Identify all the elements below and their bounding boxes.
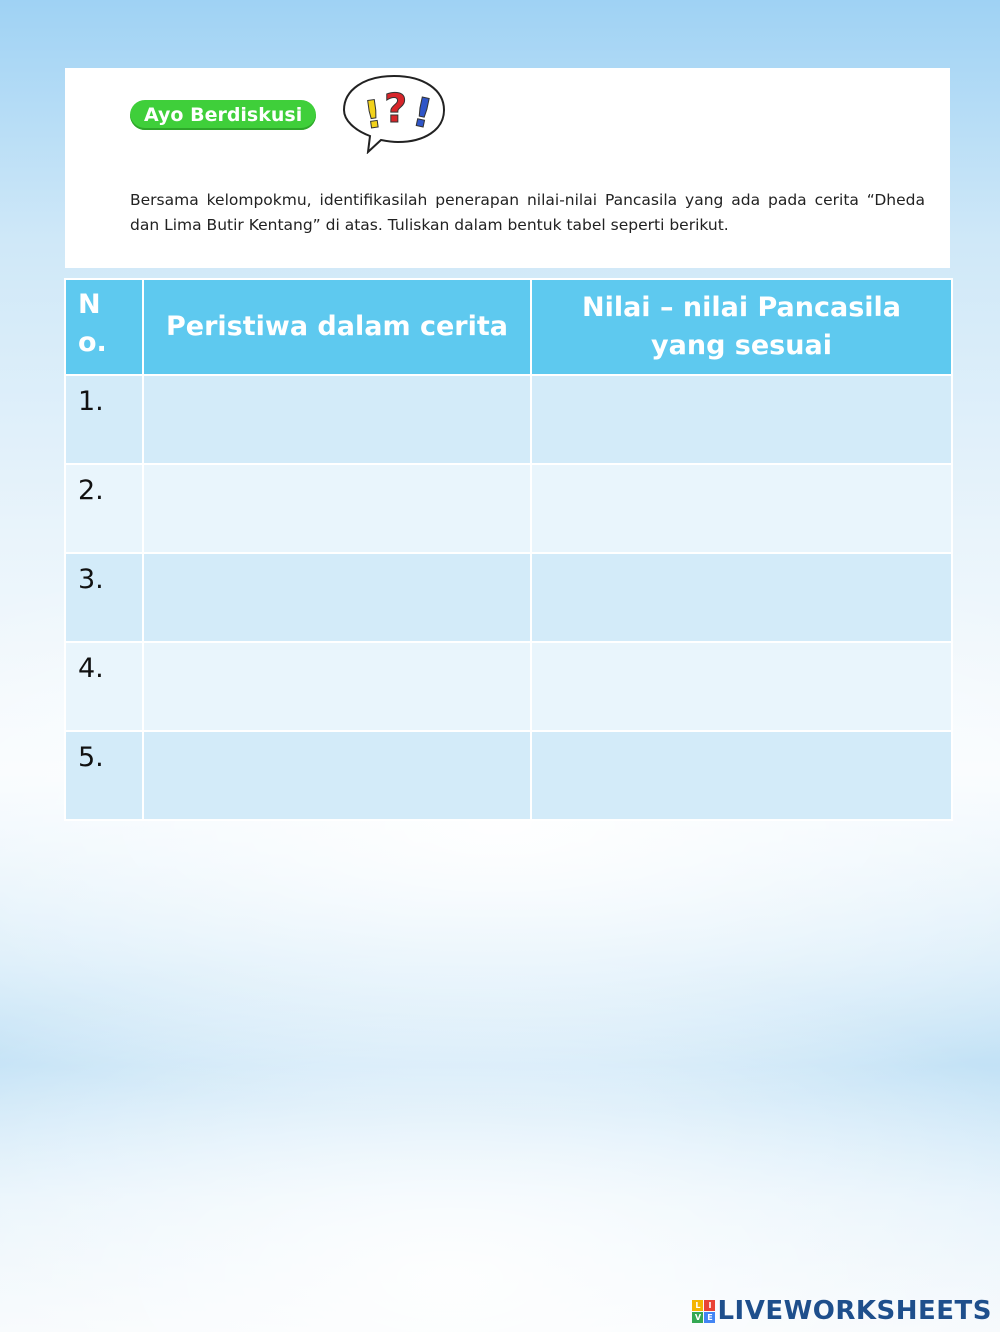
textbook-excerpt: [65, 68, 950, 268]
bubble-glyph-1: !: [361, 91, 385, 138]
ayo-berdiskusi-badge: Ayo Berdiskusi: [130, 100, 316, 130]
value-cell[interactable]: [531, 375, 952, 464]
value-cell[interactable]: [531, 553, 952, 642]
row-number: 1.: [65, 375, 143, 464]
speech-bubble-icon: [340, 72, 448, 154]
pancasila-table: [64, 278, 953, 821]
row-number: 5.: [65, 731, 143, 820]
header-values-line1: Nilai – nilai Pancasila: [581, 292, 902, 323]
row-number: 2.: [65, 464, 143, 553]
liveworksheets-logo[interactable]: [692, 1296, 992, 1326]
instruction-text: Bersama kelompokmu, identifikasilah penerapan nilai-nilai Pancasila yang ada pada cerita “Dheda dan Lima Butir Kentang” di atas. Tuliskan dalam bentuk tabel seperti berikut.: [130, 191, 925, 234]
bubble-glyph-2: ?: [384, 86, 408, 132]
event-cell[interactable]: [143, 642, 531, 731]
value-cell[interactable]: [531, 642, 952, 731]
event-cell[interactable]: [143, 375, 531, 464]
logo-mark-letter: V: [692, 1312, 703, 1323]
row-number: 3.: [65, 553, 143, 642]
liveworksheets-logo-icon: [692, 1300, 715, 1323]
table-row: [65, 642, 952, 731]
logo-mark-letter: E: [704, 1312, 715, 1323]
table-row: [65, 731, 952, 820]
table-row: [65, 553, 952, 642]
logo-text: LIVEWORKSHEETS: [717, 1296, 992, 1326]
event-cell[interactable]: [143, 731, 531, 820]
event-cell[interactable]: [143, 464, 531, 553]
bubble-glyph-3: !: [408, 89, 437, 138]
header-values-line2: yang sesuai: [651, 330, 832, 361]
event-cell[interactable]: [143, 553, 531, 642]
logo-mark-letter: I: [704, 1300, 715, 1311]
table-header-row: [65, 279, 952, 375]
header-no: No.: [65, 279, 143, 375]
table-row: [65, 375, 952, 464]
header-values: [531, 279, 952, 375]
value-cell[interactable]: [531, 731, 952, 820]
logo-mark-letter: L: [692, 1300, 703, 1311]
row-number: 4.: [65, 642, 143, 731]
header-event: Peristiwa dalam cerita: [143, 279, 531, 375]
table-row: [65, 464, 952, 553]
value-cell[interactable]: [531, 464, 952, 553]
